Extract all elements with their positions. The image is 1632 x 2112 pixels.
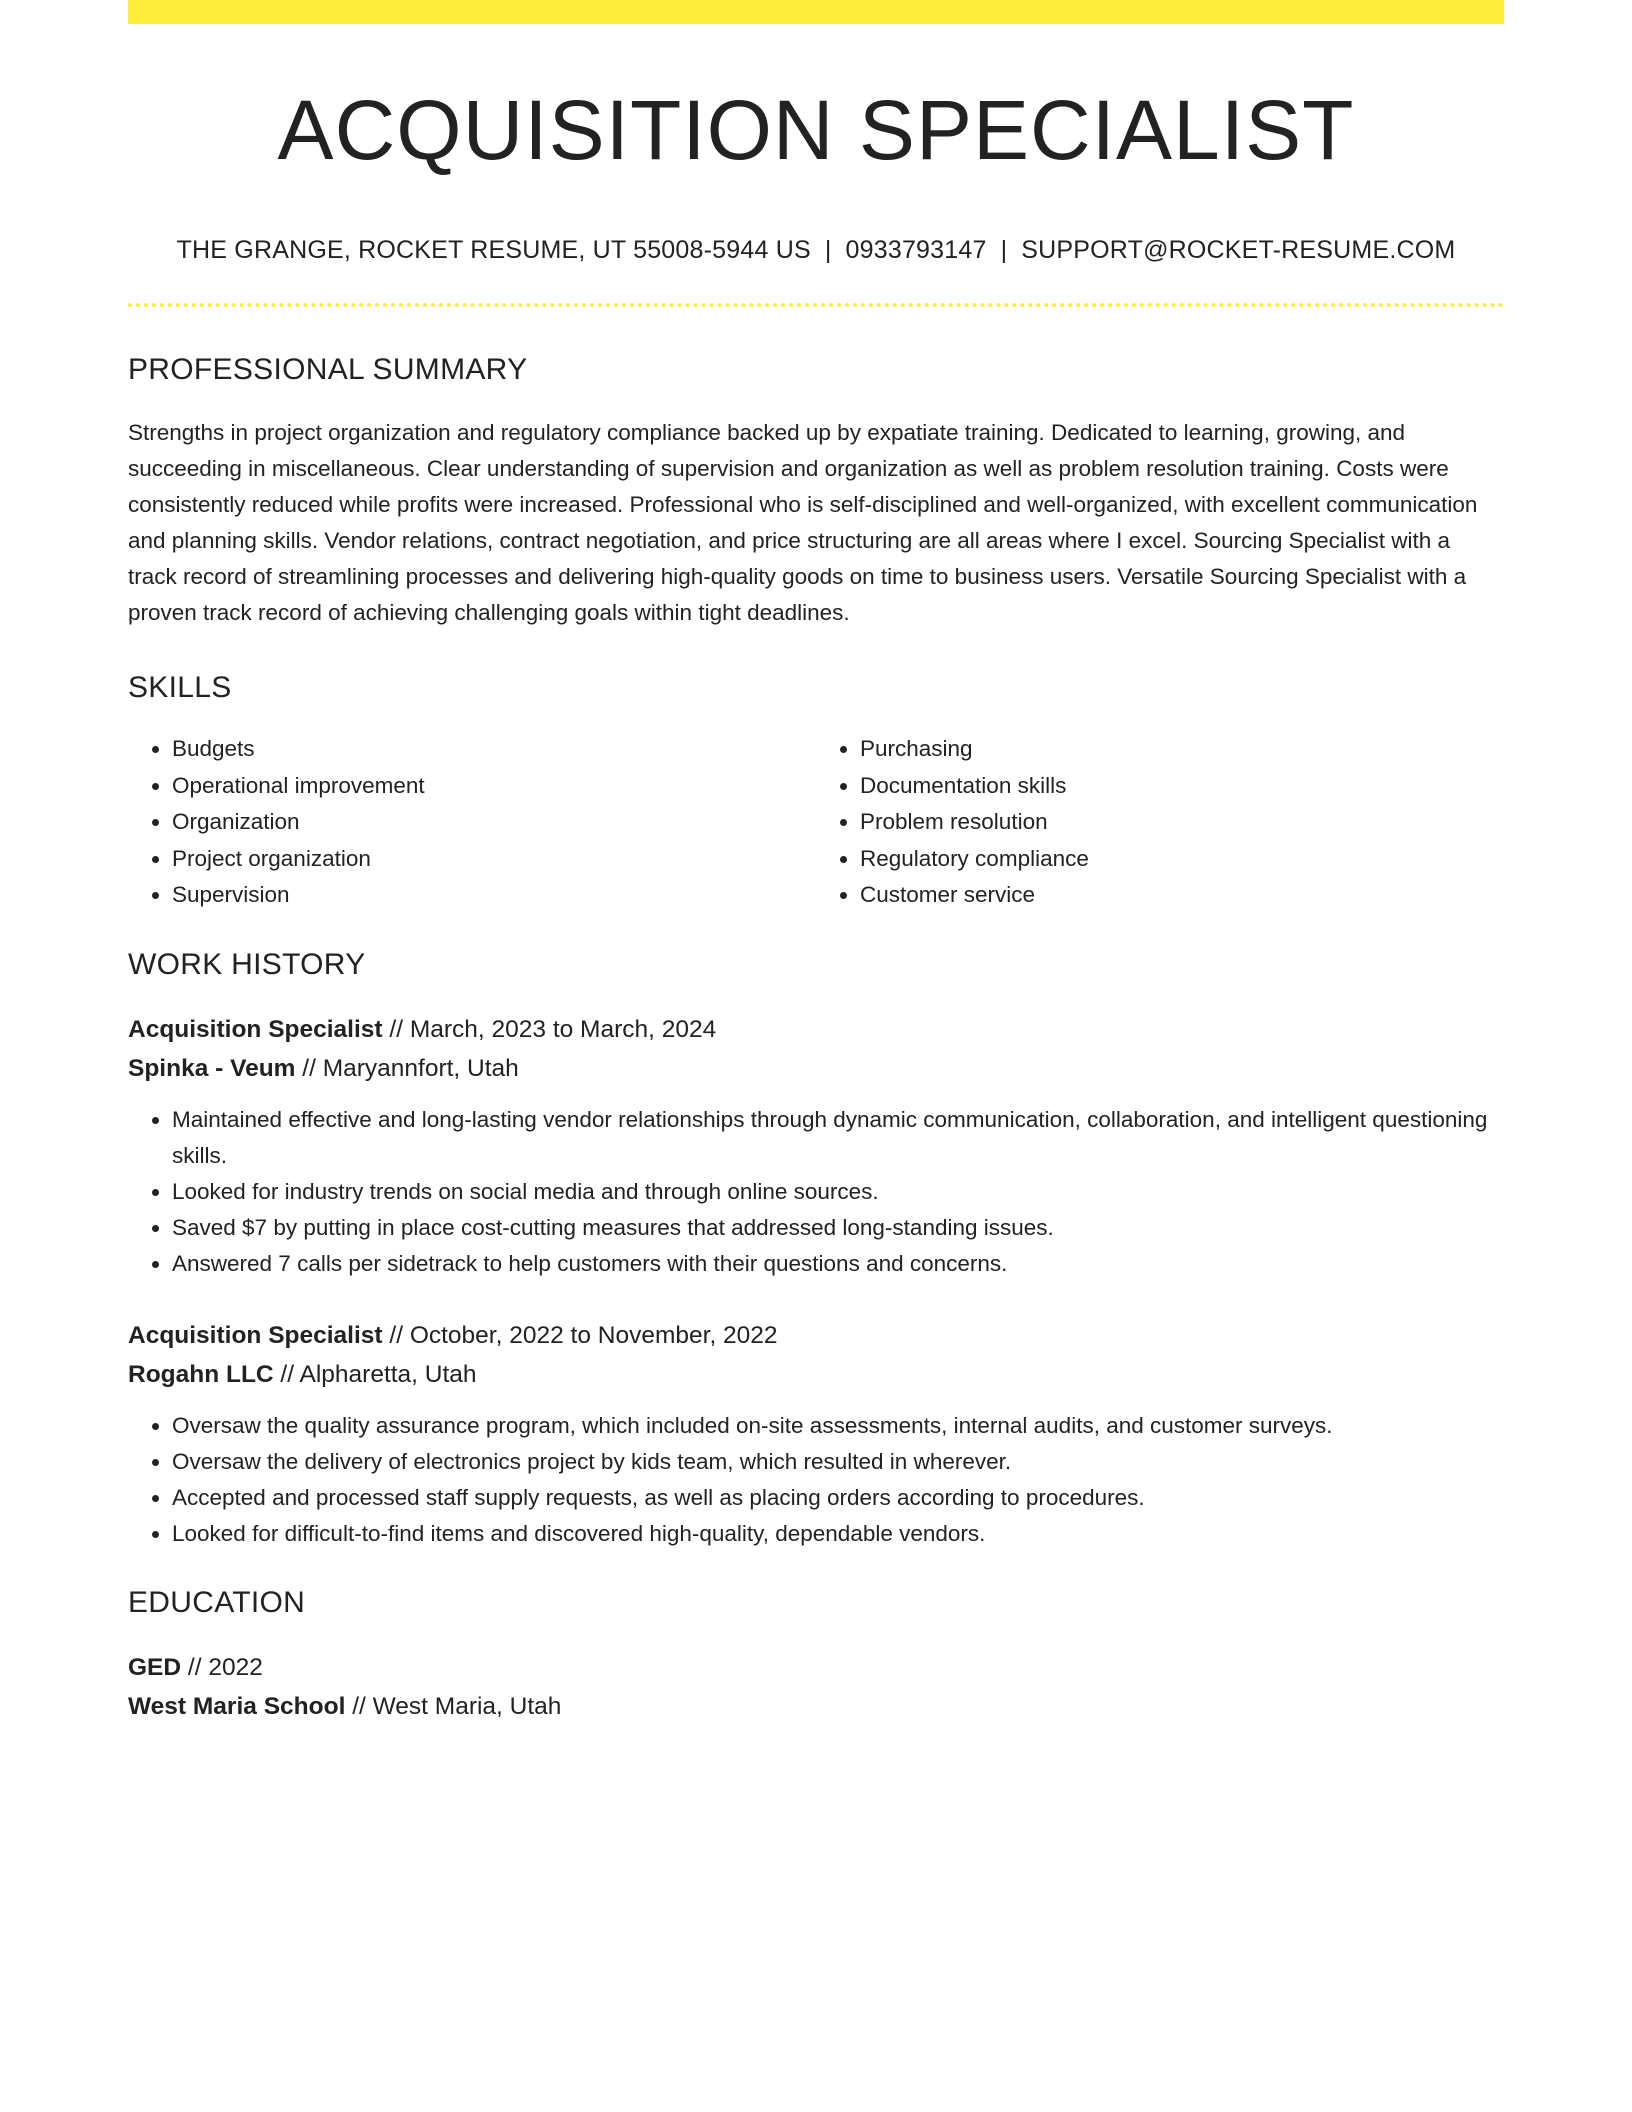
education-degree-line [128,1648,1504,1687]
education-entry [128,1648,1504,1726]
job-entry [128,1316,1504,1552]
summary-heading: PROFESSIONAL SUMMARY [128,353,528,387]
job-entry [128,1010,1504,1282]
job-bullet: • Looked for difficult-to-find items and discovered high-quality, dependable vendors. [172,1516,1504,1552]
skill-item: • Regulatory compliance [860,841,1504,878]
education-heading: EDUCATION [128,1585,306,1619]
contact-separator: | [1000,236,1008,265]
job-dates: // October, 2022 to November, 2022 [382,1321,778,1349]
skills-columns [128,731,1504,914]
skills-heading: SKILLS [128,671,232,705]
skill-item: • Organization [172,804,816,841]
skill-item: • Supervision [172,877,816,914]
job-title-line [128,1010,1504,1049]
dotted-divider [128,303,1504,307]
job-bullet: • Answered 7 calls per sidetrack to help customers with their questions and concerns. [172,1246,1504,1282]
job-bullets [128,1102,1504,1282]
skill-item: • Project organization [172,841,816,878]
skills-left-list [128,731,816,914]
education-location: // West Maria, Utah [345,1692,562,1720]
contact-separator: | [824,236,832,265]
job-company-line [128,1049,1504,1088]
job-dates: // March, 2023 to March, 2024 [382,1015,717,1043]
job-bullets [128,1408,1504,1552]
job-bullet: • Accepted and processed staff supply requests, as well as placing orders according to procedures. [172,1480,1504,1516]
job-position: Acquisition Specialist [128,1321,383,1349]
contact-line [128,236,1504,265]
job-company: Spinka - Veum [128,1054,296,1082]
resume-name-title: ACQUISITION SPECIALIST [277,83,1355,177]
work-history-heading: WORK HISTORY [128,947,366,981]
job-position: Acquisition Specialist [128,1015,383,1043]
skill-item: • Customer service [860,877,1504,914]
job-location: // Alpharetta, Utah [273,1360,477,1388]
skill-item: • Problem resolution [860,804,1504,841]
job-bullet: • Oversaw the quality assurance program, which included on-site assessments, internal audits, and customer surveys. [172,1408,1504,1444]
job-company: Rogahn LLC [128,1360,274,1388]
skill-item: • Operational improvement [172,768,816,805]
job-bullet: • Looked for industry trends on social media and through online sources. [172,1174,1504,1210]
top-accent-bar [128,0,1504,24]
job-bullet: • Oversaw the delivery of electronics project by kids team, which resulted in wherever. [172,1444,1504,1480]
job-title-line [128,1316,1504,1355]
skill-item: • Purchasing [860,731,1504,768]
education-school: West Maria School [128,1692,346,1720]
skill-item: • Budgets [172,731,816,768]
education-school-line [128,1687,1504,1726]
job-bullet: • Saved $7 by putting in place cost-cutting measures that addressed long-standing issues. [172,1210,1504,1246]
skill-item: • Documentation skills [860,768,1504,805]
resume-page [128,0,1504,1726]
contact-phone: 0933793147 [845,236,987,265]
contact-address: THE GRANGE, ROCKET RESUME, UT 55008-5944 US [176,236,811,265]
job-location: // Maryannfort, Utah [295,1054,519,1082]
contact-email: SUPPORT@ROCKET-RESUME.COM [1021,236,1456,265]
skills-right-list [816,731,1504,914]
education-year: // 2022 [181,1653,263,1681]
job-company-line [128,1355,1504,1394]
summary-text: Strengths in project organization and regulatory compliance backed up by expatiate training. Dedicated to learning, growing, and succeeding in miscellaneous. Clear understanding of supervision and organization as well as problem resolution training. Costs were consistently reduced while profits were increased. Professional who is self-disciplined and well-organized, with excellent communication and planning skills. Vendor relations, contract negotiation, and price structuring are all areas where I excel. Sourcing Specialist with a track record of streamlining processes and delivering high-quality goods on time to business users. Versatile Sourcing Specialist with a proven track record of achieving challenging goals within tight deadlines. [128,420,1478,626]
education-degree: GED [128,1653,182,1681]
job-bullet: • Maintained effective and long-lasting vendor relationships through dynamic communication, collaboration, and intelligent questioning skills. [172,1102,1504,1174]
